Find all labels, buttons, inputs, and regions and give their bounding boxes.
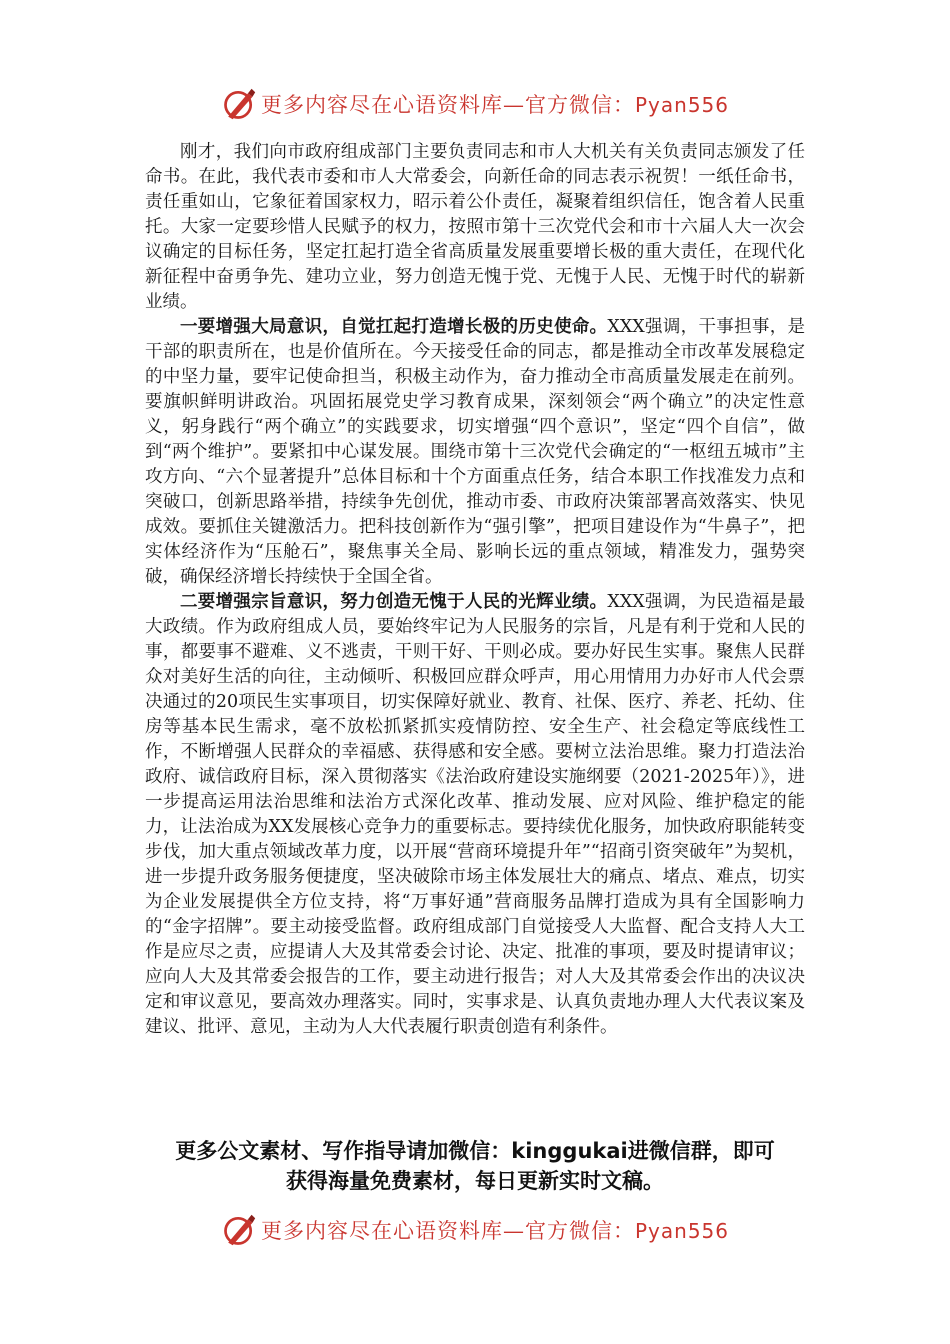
pen-logo-icon xyxy=(221,86,257,122)
section-2-text: XXX强调，为民造福是最大政绩。作为政府组成人员，要始终牢记为人民服务的宗旨，凡是有利于党和人民的事，都要事不避难、义不逃责，干则干好、干则必成。要办好民生实事。聚焦人民群众对美好生活的向往，主动倾听、积极回应群众呼声，用心用情用力办好市人代会票决通过的20项民生实事项目，切实保障好就业、教育、社保、医疗、养老、托幼、住房等基本民生需求，毫不放松抓紧抓实疫情防控、安全生产、社会稳定等底线性工作，不断增强人民群众的幸福感、获得感和安全感。要树立法治思维。聚力打造法治政府、诚信政府目标，深入贯彻落实《法治政府建设实施纲要（2021-2025年）》，进一步提高运用法治思维和法治方式深化改革、推动发展、应对风险、维护稳定的能力，让法治成为XX发展核心竞争力的重要标志。要持续优化服务，加快政府职能转变步伐，加大重点领域改革力度，以开展“营商环境提升年”“招商引资突破年”为契机，进一步提升政务服务便捷度，坚决破除市场主体发展壮大的痛点、堵点、难点，切实为企业发展提供全方位支持，将“万事好通”营商服务品牌打造成为具有全国影响力的“金字招牌”。要主动接受监督。政府组成部门自觉接受人大监督、配合支持人大工作是应尽之责，应提请人大及其常委会讨论、决定、批准的事项，要及时提请审议；应向人大及其常委会报告的工作，要主动进行报告；对人大及其常委会作出的决议决定和审议意见，要高效办理落实。同时，实事求是、认真负责地办理人大代表议案及建议、批评、意见，主动为人大代表履行职责创造有利条件。 xyxy=(145,592,806,1037)
paragraph-section-2 xyxy=(145,590,805,1040)
header-wechat-id: Pyan556 xyxy=(634,93,729,117)
section-1-text: XXX强调，干事担事，是干部的职责所在，也是价值所在。今天接受任命的同志，都是推动全市改革发展稳定的中坚力量，要牢记使命担当，积极主动作为，奋力推动全市高质量发展走在前列。要旗帜鲜明讲政治。巩固拓展党史学习教育成果，深刻领会“两个确立”的决定性意义，躬身践行“两个确立”的实践要求，切实增强“四个意识”，坚定“四个自信”，做到“两个维护”。要紧扣中心谋发展。围绕市第十三次党代会确定的“一枢纽五城市”主攻方向、“六个显著提升”总体目标和十个方面重点任务，结合本职工作找准发力点和突破口，创新思路举措，持续争先创优，推动市委、市政府决策部署高效落实、快见成效。要抓住关键激活力。把科技创新作为“强引擎”，把项目建设作为“牛鼻子”，把实体经济作为“压舱石”，聚焦事关全局、影响长远的重点领域，精准发力，强势突破，确保经济增长持续快于全国全省。 xyxy=(145,317,806,587)
section-1-heading: 一要增强大局意识，自觉扛起打造增长极的历史使命。 xyxy=(180,317,608,337)
document-body xyxy=(145,140,805,1040)
section-2-heading: 二要增强宗旨意识，努力创造无愧于人民的光辉业绩。 xyxy=(180,592,608,612)
footer-note-line-2: 获得海量免费素材，每日更新实时文稿。 xyxy=(286,1169,664,1193)
paragraph-intro xyxy=(145,140,805,315)
footer-note-line-1: 更多公文素材、写作指导请加微信：kinggukai进微信群，即可 xyxy=(175,1139,775,1163)
pen-logo-icon xyxy=(221,1212,257,1248)
footer-banner-label: 更多内容尽在心语资料库—官方微信： xyxy=(260,1219,635,1243)
header-banner-label: 更多内容尽在心语资料库—官方微信： xyxy=(260,93,635,117)
header-banner xyxy=(0,84,950,124)
header-banner-text xyxy=(261,89,729,119)
paragraph-section-1 xyxy=(145,315,805,590)
footer-banner xyxy=(0,1210,950,1250)
footer-wechat-id: Pyan556 xyxy=(634,1219,729,1243)
paragraph-intro-text: 刚才，我们向市政府组成部门主要负责同志和市人大机关有关负责同志颁发了任命书。在此，我代表市委和市人大常委会，向新任命的同志表示祝贺！一纸任命书，责任重如山，它象征着国家权力，昭示着公仆责任，凝聚着组织信任，饱含着人民重托。大家一定要珍惜人民赋予的权力，按照市第十三次党代会和市十六届人大一次会议确定的目标任务，坚定扛起打造全省高质量发展重要增长极的重大责任，在现代化新征程中奋勇争先、建功立业，努力创造无愧于党、无愧于人民、无愧于时代的崭新业绩。 xyxy=(145,142,805,312)
footer-promo-note xyxy=(120,1136,830,1196)
footer-banner-text xyxy=(261,1215,729,1245)
